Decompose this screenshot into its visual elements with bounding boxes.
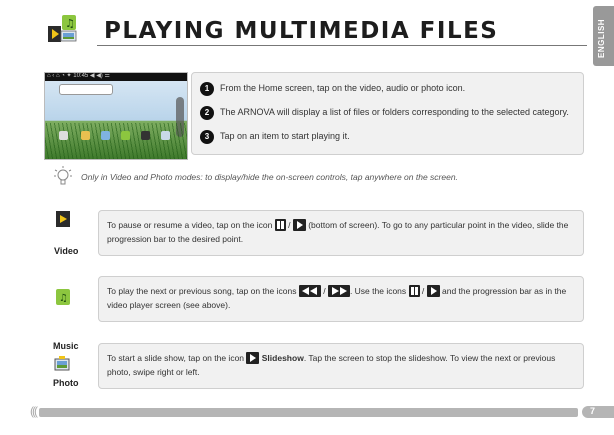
lightbulb-icon: [54, 166, 72, 188]
device-status-text: ⌂ ‹ ⌂ ◔ ✦ 10:45 ◀ ◀) ☰: [47, 73, 110, 79]
multimedia-icon: [48, 14, 78, 46]
section-label-video: Video: [54, 246, 79, 256]
music-section-box: [98, 276, 584, 322]
page-number: 7: [590, 406, 596, 416]
play-icon: [246, 352, 259, 364]
step-text: From the Home screen, tap on the video, audio or photo icon.: [220, 83, 466, 93]
device-app-icon: [141, 131, 150, 140]
play-icon: [427, 285, 440, 297]
device-app-icon: [59, 131, 68, 140]
video-icon: [56, 211, 70, 227]
photo-section-box: [98, 343, 584, 389]
language-label: ENGLISH: [597, 18, 606, 58]
music-separator-1: /: [320, 286, 328, 296]
photo-instructions: [107, 351, 573, 379]
slideshow-label: Slideshow: [261, 353, 304, 363]
photo-text-1: To start a slide show, tap on the icon: [107, 353, 247, 363]
play-icon: [293, 219, 306, 231]
grass-wallpaper: [45, 123, 187, 159]
video-text-1: To pause or resume a video, tap on the icon: [107, 220, 275, 230]
video-separator: /: [285, 220, 293, 230]
steps-box: [191, 72, 584, 155]
step-number-badge: 1: [200, 82, 214, 96]
music-text-2: . Use the icons: [349, 286, 409, 296]
photo-icon: [54, 356, 70, 372]
next-icon: [328, 285, 350, 297]
tip-text: Only in Video and Photo modes: to display/hide the on-screen controls, tap anywhere on the screen.: [81, 172, 458, 182]
pause-icon: [409, 285, 420, 297]
page-title: PLAYING MULTIMEDIA FILES: [104, 18, 499, 44]
footer-decoration: (((: [30, 404, 36, 418]
device-app-icon: [101, 131, 110, 140]
title-rule: [97, 45, 587, 46]
pause-icon: [275, 219, 286, 231]
page-number-tab: [582, 406, 614, 418]
device-home-screenshot: [44, 72, 188, 160]
device-status-bar: [45, 73, 187, 81]
video-text-2: (bottom of screen). To go to any particular point in the video, slide the progression bar to the desired point.: [107, 220, 569, 244]
video-instructions: [107, 218, 573, 246]
music-instructions: [107, 284, 573, 312]
step-text: The ARNOVA will display a list of files or folders corresponding to the selected category.: [220, 107, 569, 117]
step-number-badge: 3: [200, 130, 214, 144]
svg-text:♫: ♫: [59, 293, 68, 304]
footer-bar: [39, 408, 578, 417]
device-app-icon: [81, 131, 90, 140]
section-label-music: Music: [53, 341, 79, 351]
device-search-bar: [59, 84, 113, 95]
device-app-icon: [121, 131, 130, 140]
step-text: Tap on an item to start playing it.: [220, 131, 350, 141]
svg-text:♫: ♫: [65, 17, 75, 30]
photo-text-2: . Tap the screen to stop the slideshow. To view the next or previous photo, swipe right or left.: [107, 353, 556, 377]
previous-icon: [299, 285, 321, 297]
device-app-icon: [161, 131, 170, 140]
music-text-3: and the progression bar as in the video player screen (see above).: [107, 286, 567, 310]
section-label-photo: Photo: [53, 378, 79, 388]
music-separator-2: /: [419, 286, 427, 296]
music-text-1: To play the next or previous song, tap on the icons: [107, 286, 299, 296]
video-section-box: [98, 210, 584, 256]
step-number-badge: 2: [200, 106, 214, 120]
music-icon: [56, 289, 70, 305]
